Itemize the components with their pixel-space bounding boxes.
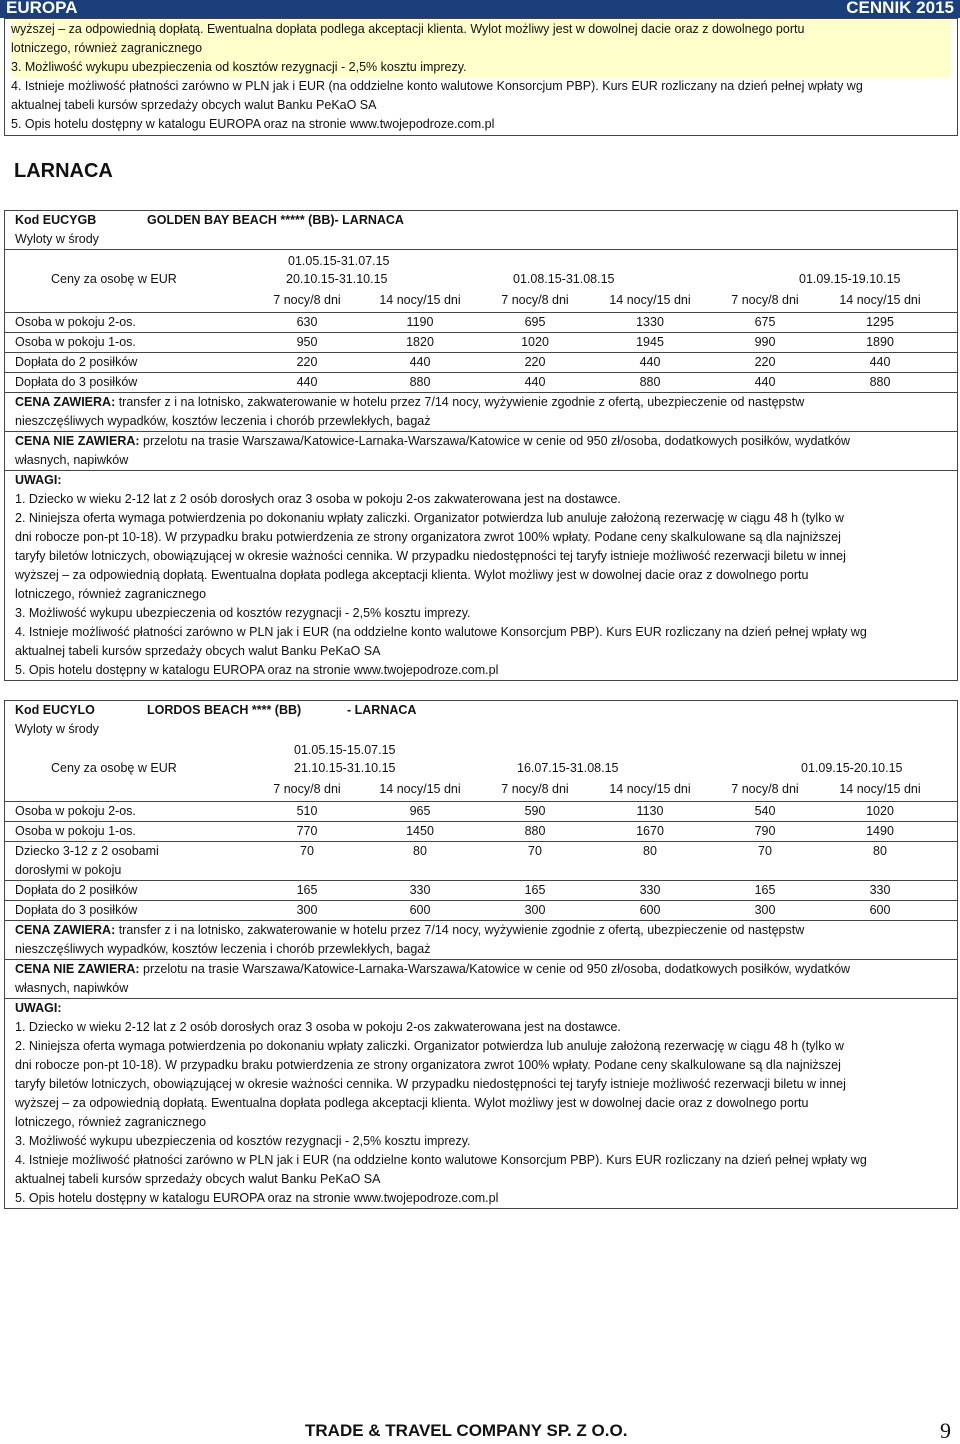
nights-col-5: 7 nocy/8 dni bbox=[731, 782, 799, 796]
excludes-text: przelotu na trasie Warszawa/Katowice-Larnaka-Warszawa/Katowice w cenie od 950 zł/osoba, dodatkowych posiłków, wydatków bbox=[139, 962, 851, 976]
nights-col-1: 7 nocy/8 dni bbox=[273, 782, 341, 796]
note-line: aktualnej tabeli kursów sprzedaży obcych walut Banku PeKaO SA bbox=[15, 644, 381, 658]
price-cell: 300 bbox=[524, 903, 546, 917]
price-excludes bbox=[5, 432, 957, 470]
price-cell: 440 bbox=[524, 375, 546, 389]
period-1-line1: 01.05.15-15.07.15 bbox=[294, 743, 396, 757]
table-row bbox=[5, 880, 957, 900]
hotel-location: - LARNACA bbox=[347, 703, 417, 717]
price-cell: 1020 bbox=[866, 804, 894, 818]
hotel-name: GOLDEN BAY BEACH ***** (BB)- LARNACA bbox=[147, 213, 404, 227]
price-cell: 1670 bbox=[636, 824, 664, 838]
table-row bbox=[5, 900, 957, 920]
nights-col-3: 7 nocy/8 dni bbox=[501, 293, 569, 307]
note-line: wyższej – za odpowiednią dopłatą. Ewentualna dopłata podlega akceptacji klienta. Wylot możliwy jest w dowolnej dacie oraz z dowolnego portu bbox=[11, 20, 951, 39]
price-cell: 510 bbox=[296, 804, 318, 818]
price-cell: 440 bbox=[754, 375, 776, 389]
notes-label: UWAGI: bbox=[15, 1001, 62, 1015]
price-cell: 220 bbox=[524, 355, 546, 369]
price-cell: 330 bbox=[869, 883, 891, 897]
period-1-line2: 20.10.15-31.10.15 bbox=[286, 272, 388, 286]
table-row bbox=[5, 372, 957, 392]
price-cell: 880 bbox=[524, 824, 546, 838]
row-label: Osoba w pokoju 1-os. bbox=[15, 335, 136, 349]
period-3: 01.09.15-19.10.15 bbox=[799, 272, 901, 286]
price-cell: 165 bbox=[296, 883, 318, 897]
offer-header bbox=[5, 701, 957, 720]
note-line: 3. Możliwość wykupu ubezpieczenia od kosztów rezygnacji - 2,5% kosztu imprezy. bbox=[15, 1134, 471, 1148]
price-cell: 1190 bbox=[406, 315, 434, 329]
price-cell: 600 bbox=[639, 903, 661, 917]
price-cell: 950 bbox=[296, 335, 318, 349]
note-line: 1. Dziecko w wieku 2-12 lat z 2 osób dorosłych oraz 3 osoba w pokoju 2-os zakwaterowana jest na dostawce. bbox=[15, 1020, 621, 1034]
excludes-label: CENA NIE ZAWIERA: bbox=[15, 962, 140, 976]
price-cell: 1450 bbox=[406, 824, 434, 838]
price-cell: 300 bbox=[754, 903, 776, 917]
price-table bbox=[5, 802, 957, 920]
row-label: Dopłata do 2 posiłków bbox=[15, 355, 138, 369]
price-table bbox=[5, 313, 957, 392]
table-row bbox=[5, 352, 957, 372]
note-line: 2. Niniejsza oferta wymaga potwierdzenia po dokonaniu wpłaty zaliczki. Organizator potwierdza lub anuluje założoną rezerwację w ciągu 48 h (tylko w bbox=[15, 511, 844, 525]
price-cell: 590 bbox=[524, 804, 546, 818]
table-row bbox=[5, 332, 957, 352]
note-line: 4. Istnieje możliwość płatności zarówno w PLN jak i EUR (na oddzielne konto walutowe Konsorcjum PBP). Kurs EUR rozliczany na dzień pełnej wpłaty wg bbox=[15, 1153, 867, 1167]
price-cell: 630 bbox=[296, 315, 318, 329]
row-label: Osoba w pokoju 2-os. bbox=[15, 804, 136, 818]
price-cell: 600 bbox=[409, 903, 431, 917]
note-line: wyższej – za odpowiednią dopłatą. Ewentualna dopłata podlega akceptacji klienta. Wylot możliwy jest w dowolnej dacie oraz z dowolnego portu bbox=[15, 568, 809, 582]
note-line: lotniczego, również zagranicznego bbox=[15, 1115, 207, 1129]
price-cell: 990 bbox=[754, 335, 776, 349]
price-cell: 70 bbox=[300, 844, 314, 858]
price-cell: 300 bbox=[296, 903, 318, 917]
note-line: lotniczego, również zagranicznego bbox=[11, 39, 951, 58]
row-label: Dopłata do 3 posiłków bbox=[15, 375, 138, 389]
price-cell: 330 bbox=[639, 883, 661, 897]
offer-eucygb bbox=[4, 210, 958, 681]
note-line: aktualnej tabeli kursów sprzedaży obcych walut Banku PeKaO SA bbox=[11, 98, 377, 112]
price-cell: 80 bbox=[413, 844, 427, 858]
offer-header bbox=[5, 211, 957, 230]
price-includes bbox=[5, 921, 957, 959]
row-label: Osoba w pokoju 1-os. bbox=[15, 824, 136, 838]
price-cell: 790 bbox=[754, 824, 776, 838]
excludes-text-2: własnych, napiwków bbox=[15, 981, 129, 995]
notes-block bbox=[5, 999, 957, 1208]
price-cell: 165 bbox=[754, 883, 776, 897]
row-label: Dopłata do 3 posiłków bbox=[15, 903, 138, 917]
price-cell: 1295 bbox=[866, 315, 894, 329]
table-row bbox=[5, 821, 957, 841]
price-cell: 880 bbox=[409, 375, 431, 389]
note-line: 3. Możliwość wykupu ubezpieczenia od kosztów rezygnacji - 2,5% kosztu imprezy. bbox=[15, 606, 471, 620]
price-cell: 330 bbox=[409, 883, 431, 897]
note-line: 5. Opis hotelu dostępny w katalogu EUROPA oraz na stronie www.twojepodroze.com.pl bbox=[15, 1191, 499, 1205]
price-cell: 880 bbox=[639, 375, 661, 389]
notes-label: UWAGI: bbox=[15, 473, 62, 487]
row-label: Osoba w pokoju 2-os. bbox=[15, 315, 136, 329]
nights-col-2: 14 nocy/15 dni bbox=[379, 293, 461, 307]
note-line: 5. Opis hotelu dostępny w katalogu EUROPA oraz na stronie www.twojepodroze.com.pl bbox=[11, 117, 495, 131]
nights-col-6: 14 nocy/15 dni bbox=[839, 293, 921, 307]
price-cell: 220 bbox=[754, 355, 776, 369]
offer-eucylo bbox=[4, 700, 958, 1209]
top-notes-box bbox=[4, 18, 958, 136]
price-cell: 70 bbox=[528, 844, 542, 858]
nights-col-4: 14 nocy/15 dni bbox=[609, 782, 691, 796]
price-cell: 165 bbox=[524, 883, 546, 897]
period-1-line2: 21.10.15-31.10.15 bbox=[294, 761, 396, 775]
includes-text: transfer z i na lotnisko, zakwaterowanie w hotelu przez 7/14 nocy, wyżywienie zgodnie z ofertą, ubezpieczenie od następstw bbox=[115, 923, 805, 937]
flight-days: Wyloty w środy bbox=[15, 722, 99, 736]
price-cell: 1945 bbox=[636, 335, 664, 349]
page-number: 9 bbox=[940, 1418, 951, 1443]
note-line: 5. Opis hotelu dostępny w katalogu EUROPA oraz na stronie www.twojepodroze.com.pl bbox=[15, 663, 499, 677]
hotel-name: LORDOS BEACH **** (BB) bbox=[147, 703, 302, 717]
price-label: Ceny za osobę w EUR bbox=[51, 272, 177, 286]
price-cell: 1890 bbox=[866, 335, 894, 349]
catalog-title: EUROPA bbox=[6, 0, 78, 17]
nights-col-2: 14 nocy/15 dni bbox=[379, 782, 461, 796]
includes-text-2: nieszczęśliwych wypadków, kosztów leczenia i chorób przewlekłych, bagaż bbox=[15, 414, 431, 428]
price-cell: 1330 bbox=[636, 315, 664, 329]
section-title: LARNACA bbox=[14, 160, 113, 182]
price-cell: 675 bbox=[754, 315, 776, 329]
period-1-line1: 01.05.15-31.07.15 bbox=[288, 254, 390, 268]
flight-days: Wyloty w środy bbox=[15, 232, 99, 246]
includes-text: transfer z i na lotnisko, zakwaterowanie w hotelu przez 7/14 nocy, wyżywienie zgodnie z ofertą, ubezpieczenie od następstw bbox=[115, 395, 805, 409]
price-cell: 80 bbox=[873, 844, 887, 858]
offer-code: Kod EUCYLO bbox=[15, 703, 95, 717]
note-line: dni robocze pon-pt 10-18). W przypadku braku potwierdzenia ze strony organizatora zwrot 100% wpłaty. Podane ceny skalkulowane są dla najniższej bbox=[15, 1058, 841, 1072]
price-cell: 770 bbox=[296, 824, 318, 838]
offer-code: Kod EUCYGB bbox=[15, 213, 97, 227]
row-label: Dziecko 3-12 z 2 osobami bbox=[15, 844, 159, 858]
includes-text-2: nieszczęśliwych wypadków, kosztów leczenia i chorób przewlekłych, bagaż bbox=[15, 942, 431, 956]
price-cell: 440 bbox=[869, 355, 891, 369]
period-2: 16.07.15-31.08.15 bbox=[517, 761, 619, 775]
note-line: 2. Niniejsza oferta wymaga potwierdzenia po dokonaniu wpłaty zaliczki. Organizator potwierdza lub anuluje założoną rezerwację w ciągu 48 h (tylko w bbox=[15, 1039, 844, 1053]
table-row bbox=[5, 313, 957, 332]
price-cell: 1820 bbox=[406, 335, 434, 349]
includes-label: CENA ZAWIERA: bbox=[15, 395, 116, 409]
row-label-continued: dorosłymi w pokoju bbox=[15, 863, 122, 877]
period-3: 01.09.15-20.10.15 bbox=[801, 761, 903, 775]
period-2: 01.08.15-31.08.15 bbox=[513, 272, 615, 286]
price-list-title: CENNIK 2015 bbox=[846, 0, 954, 17]
nights-col-6: 14 nocy/15 dni bbox=[839, 782, 921, 796]
price-cell: 540 bbox=[754, 804, 776, 818]
price-cell: 965 bbox=[409, 804, 431, 818]
price-excludes bbox=[5, 960, 957, 998]
note-line: taryfy biletów lotniczych, obowiązującej w okresie ważności cennika. W przypadku niedostępności tej taryfy istnieje możliwość rezerwacji biletu w innej bbox=[15, 1077, 846, 1091]
note-line: 4. Istnieje możliwość płatności zarówno w PLN jak i EUR (na oddzielne konto walutowe Konsorcjum PBP). Kurs EUR rozliczany na dzień pełnej wpłaty wg bbox=[15, 625, 867, 639]
price-cell: 70 bbox=[758, 844, 772, 858]
table-row bbox=[5, 802, 957, 821]
price-cell: 440 bbox=[296, 375, 318, 389]
nights-col-5: 7 nocy/8 dni bbox=[731, 293, 799, 307]
notes-block bbox=[5, 471, 957, 680]
note-line: 4. Istnieje możliwość płatności zarówno w PLN jak i EUR (na oddzielne konto walutowe Konsorcjum PBP). Kurs EUR rozliczany na dzień pełnej wpłaty wg bbox=[11, 79, 863, 93]
price-cell: 220 bbox=[296, 355, 318, 369]
price-cell: 80 bbox=[643, 844, 657, 858]
price-cell: 440 bbox=[409, 355, 431, 369]
nights-col-4: 14 nocy/15 dni bbox=[609, 293, 691, 307]
nights-col-1: 7 nocy/8 dni bbox=[273, 293, 341, 307]
excludes-text: przelotu na trasie Warszawa/Katowice-Larnaka-Warszawa/Katowice w cenie od 950 zł/osoba, dodatkowych posiłków, wydatków bbox=[139, 434, 851, 448]
note-line: aktualnej tabeli kursów sprzedaży obcych walut Banku PeKaO SA bbox=[15, 1172, 381, 1186]
price-includes bbox=[5, 393, 957, 431]
company-name: TRADE & TRAVEL COMPANY SP. Z O.O. bbox=[305, 1421, 628, 1440]
note-line: 1. Dziecko w wieku 2-12 lat z 2 osób dorosłych oraz 3 osoba w pokoju 2-os zakwaterowana jest na dostawce. bbox=[15, 492, 621, 506]
excludes-label: CENA NIE ZAWIERA: bbox=[15, 434, 140, 448]
includes-label: CENA ZAWIERA: bbox=[15, 923, 116, 937]
price-cell: 1020 bbox=[521, 335, 549, 349]
note-line: lotniczego, również zagranicznego bbox=[15, 587, 207, 601]
price-cell: 440 bbox=[639, 355, 661, 369]
note-line: dni robocze pon-pt 10-18). W przypadku braku potwierdzenia ze strony organizatora zwrot 100% wpłaty. Podane ceny skalkulowane są dla najniższej bbox=[15, 530, 841, 544]
excludes-text-2: własnych, napiwków bbox=[15, 453, 129, 467]
price-cell: 880 bbox=[869, 375, 891, 389]
price-cell: 600 bbox=[869, 903, 891, 917]
note-line: 3. Możliwość wykupu ubezpieczenia od kosztów rezygnacji - 2,5% kosztu imprezy. bbox=[11, 58, 951, 77]
price-cell: 1130 bbox=[636, 804, 664, 818]
price-cell: 1490 bbox=[866, 824, 894, 838]
note-line: wyższej – za odpowiednią dopłatą. Ewentualna dopłata podlega akceptacji klienta. Wylot możliwy jest w dowolnej dacie oraz z dowolnego portu bbox=[15, 1096, 809, 1110]
note-line: taryfy biletów lotniczych, obowiązującej w okresie ważności cennika. W przypadku niedostępności tej taryfy istnieje możliwość rezerwacji biletu w innej bbox=[15, 549, 846, 563]
nights-col-3: 7 nocy/8 dni bbox=[501, 782, 569, 796]
price-label: Ceny za osobę w EUR bbox=[51, 761, 177, 775]
page-header-bar bbox=[0, 0, 960, 18]
row-label: Dopłata do 2 posiłków bbox=[15, 883, 138, 897]
table-row bbox=[5, 841, 957, 880]
price-cell: 695 bbox=[524, 315, 546, 329]
